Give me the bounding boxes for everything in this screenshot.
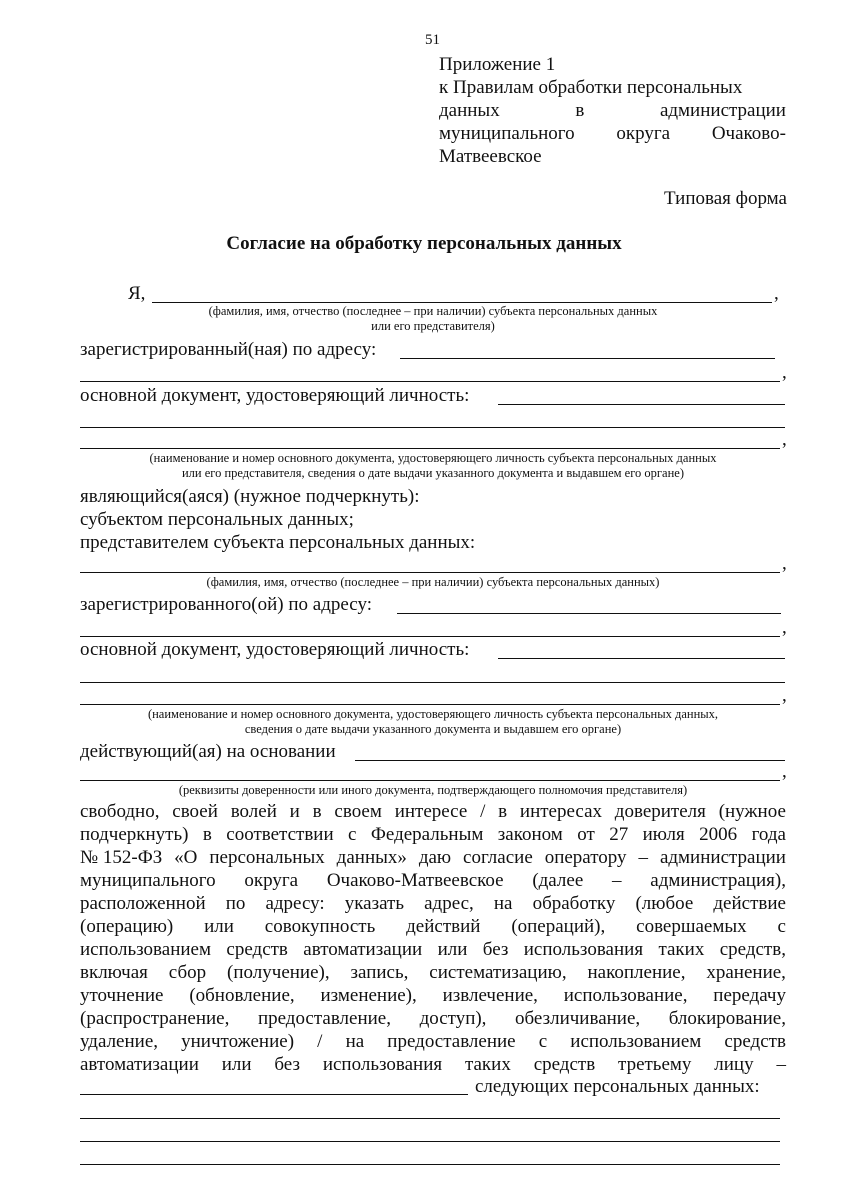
consent-word: передачу: [713, 985, 786, 1006]
consent-word: № 152-ФЗ: [80, 847, 163, 868]
consent-word: (далее: [532, 870, 584, 891]
consent-word: на: [345, 1031, 365, 1052]
consent-word: –: [776, 1054, 786, 1075]
consent-word: третьему: [618, 1054, 692, 1075]
consent-word: законом: [497, 824, 563, 845]
comma: ,: [774, 283, 779, 304]
comma: ,: [782, 362, 787, 383]
comma: ,: [782, 761, 787, 782]
consent-word: в: [202, 824, 212, 845]
document-field-2[interactable]: [80, 427, 785, 428]
consent-word: или: [204, 916, 234, 937]
personal-data-field-2[interactable]: [80, 1141, 780, 1142]
consent-word: /: [317, 1031, 323, 1052]
consent-word: накопление,: [587, 962, 686, 983]
consent-word: доступ),: [419, 1008, 487, 1029]
consent-word: Очаково-Матвеевское: [326, 870, 504, 891]
caption-line: или его представителя, сведения о дате выдачи указанного документа и выдавшем его органе): [181, 466, 684, 480]
option-representative[interactable]: представителем субъекта персональных данных:: [80, 532, 476, 553]
consent-word: действие: [713, 893, 786, 914]
rep-document-caption: [80, 707, 786, 737]
appendix-word: администрации: [659, 100, 786, 121]
consent-word: запись,: [350, 962, 409, 983]
consent-word: от: [577, 824, 595, 845]
registered-address-field[interactable]: [400, 358, 775, 359]
consent-word: автоматизации: [80, 1054, 199, 1075]
consent-word: администрация),: [650, 870, 786, 891]
consent-word: своей: [172, 801, 218, 822]
subject-caption: [80, 304, 786, 334]
consent-word: таких: [658, 939, 705, 960]
consent-word: на: [493, 893, 513, 914]
consent-word: использование,: [563, 985, 688, 1006]
consent-word: волей: [230, 801, 277, 822]
comma: ,: [782, 553, 787, 574]
comma: ,: [782, 685, 787, 706]
consent-word: без: [482, 939, 509, 960]
page-number: 51: [425, 32, 440, 48]
consent-line: [80, 869, 786, 892]
consent-word: (операций),: [511, 916, 606, 937]
consent-word: лицу: [714, 1054, 754, 1075]
rep-document-field-2[interactable]: [80, 682, 785, 683]
consent-word: систематизацию,: [429, 962, 567, 983]
comma: ,: [782, 429, 787, 450]
consent-word: включая: [80, 962, 148, 983]
form-type-label: Типовая форма: [664, 188, 787, 209]
consent-word: обработку: [532, 893, 616, 914]
consent-word: Федеральным: [370, 824, 484, 845]
consent-word: округа: [244, 870, 299, 891]
consent-line: [80, 938, 786, 961]
acting-label: действующий(ая) на основании: [80, 741, 336, 762]
consent-paragraph: [80, 800, 786, 1076]
consent-word: использованием: [570, 1031, 702, 1052]
consent-line: [80, 800, 786, 823]
comma: ,: [782, 617, 787, 638]
consent-word: (операцию): [80, 916, 174, 937]
caption-line: (реквизиты доверенности или иного документа, подтверждающего полномочия представителя): [178, 783, 688, 797]
consent-line: [80, 1053, 786, 1076]
consent-line: [80, 823, 786, 846]
appendix-line-4: Матвеевское: [439, 146, 542, 167]
consent-word: (получение),: [227, 962, 330, 983]
consent-word: адрес,: [424, 893, 474, 914]
being-label: являющийся(аяся) (нужное подчеркнуть):: [80, 486, 420, 507]
caption-line: (фамилия, имя, отчество (последнее – при наличии) субъекта персональных данных: [208, 304, 658, 318]
consent-word: или: [437, 939, 468, 960]
consent-word: средств,: [719, 939, 786, 960]
consent-word: совокупность: [264, 916, 376, 937]
consent-word: хранение,: [706, 962, 786, 983]
appendix-line-3: [439, 122, 786, 145]
consent-word: средств: [226, 939, 288, 960]
representative-name-field[interactable]: [80, 572, 780, 573]
consent-word: автоматизации: [303, 939, 423, 960]
consent-word: без: [274, 1054, 300, 1075]
appendix-line-2: [439, 99, 786, 122]
consent-word: действий: [406, 916, 481, 937]
consent-word: использованием: [80, 939, 212, 960]
appendix-line-1: к Правилам обработки персональных: [439, 77, 743, 98]
consent-word: –: [612, 870, 622, 891]
document-caption: [80, 451, 786, 481]
rep-document-field[interactable]: [498, 658, 785, 659]
caption-line: (наименование и номер основного документа, удостоверяющего личность субъекта персональных данных,: [147, 707, 719, 721]
rep-registered-address-field[interactable]: [397, 613, 781, 614]
consent-word: данных»: [336, 847, 407, 868]
consent-word: использования: [322, 1054, 443, 1075]
consent-word: персональных: [209, 847, 325, 868]
document-field-3[interactable]: [80, 448, 780, 449]
caption-line: или его представителя): [371, 319, 495, 333]
consent-word: муниципального: [80, 870, 216, 891]
acting-basis-field[interactable]: [355, 760, 785, 761]
consent-word: с: [538, 1031, 548, 1052]
consent-word: и: [289, 801, 300, 822]
rep-registered-address-field-2[interactable]: [80, 636, 780, 637]
consent-word: с: [348, 824, 357, 845]
consent-word: предоставление,: [257, 1008, 391, 1029]
rep-document-label: основной документ, удостоверяющий личность:: [80, 639, 470, 660]
appendix-word: округа: [616, 123, 671, 144]
acting-caption: [80, 783, 786, 798]
consent-line: [80, 846, 786, 869]
rep-document-field-3[interactable]: [80, 704, 780, 705]
consent-word: подчеркнуть): [80, 824, 189, 845]
appendix-word: Очаково-: [711, 123, 786, 144]
consent-word: блокирование,: [668, 1008, 786, 1029]
consent-word: уточнение: [80, 985, 164, 1006]
consent-line: [80, 1007, 786, 1030]
consent-word: адресу:: [265, 893, 325, 914]
consent-line: [80, 892, 786, 915]
consent-word: интересах: [519, 801, 602, 822]
personal-data-field-3[interactable]: [80, 1164, 780, 1165]
third-party-field[interactable]: [80, 1094, 468, 1095]
consent-word: «О: [174, 847, 198, 868]
caption-line: сведения о дате выдачи указанного документа и выдавшем его органе): [244, 722, 622, 736]
consent-word: с: [777, 916, 786, 937]
following-data-label: следующих персональных данных:: [475, 1076, 760, 1097]
appendix-word: в: [575, 100, 585, 121]
consent-word: (нужное: [718, 801, 786, 822]
consent-word: указать: [344, 893, 405, 914]
consent-word: таких: [464, 1054, 511, 1075]
consent-word: уничтожение): [181, 1031, 295, 1052]
consent-word: по: [225, 893, 246, 914]
consent-word: удаление,: [80, 1031, 159, 1052]
appendix-title: Приложение 1: [439, 54, 556, 75]
consent-word: обезличивание,: [515, 1008, 641, 1029]
appendix-word: данных: [439, 100, 500, 121]
consent-word: использования: [523, 939, 644, 960]
consent-line: [80, 961, 786, 984]
consent-word: сбор: [168, 962, 207, 983]
i-label: Я,: [128, 283, 146, 304]
registered-address-field-2[interactable]: [80, 381, 780, 382]
caption-line: (фамилия, имя, отчество (последнее – при наличии) субъекта персональных данных): [206, 575, 660, 589]
acting-basis-field-2[interactable]: [80, 780, 780, 781]
consent-word: июля: [642, 824, 685, 845]
consent-word: 2006: [699, 824, 738, 845]
personal-data-field-1[interactable]: [80, 1118, 780, 1119]
consent-line: [80, 915, 786, 938]
consent-word: 27: [609, 824, 629, 845]
consent-word: (любое: [635, 893, 694, 914]
consent-word: соответствии: [226, 824, 334, 845]
caption-line: (наименование и номер основного документа, удостоверяющего личность субъекта персональных данных: [149, 451, 717, 465]
document-field[interactable]: [498, 404, 785, 405]
consent-word: (распространение,: [80, 1008, 230, 1029]
rep-registered-label: зарегистрированного(ой) по адресу:: [80, 594, 372, 615]
consent-word: или: [221, 1054, 252, 1075]
consent-word: даю: [418, 847, 452, 868]
consent-word: своем: [334, 801, 382, 822]
consent-word: согласие: [463, 847, 533, 868]
document-label: основной документ, удостоверяющий личность:: [80, 385, 470, 406]
consent-word: свободно,: [80, 801, 160, 822]
consent-word: /: [480, 801, 486, 822]
document-title: Согласие на обработку персональных данных: [226, 233, 622, 254]
consent-word: предоставление: [387, 1031, 516, 1052]
consent-line: [80, 1030, 786, 1053]
option-subject[interactable]: субъектом персональных данных;: [80, 509, 354, 530]
subject-name-field[interactable]: [152, 302, 772, 303]
registered-label: зарегистрированный(ная) по адресу:: [80, 339, 377, 360]
consent-word: –: [638, 847, 648, 868]
consent-word: интересе: [394, 801, 468, 822]
consent-word: средств: [533, 1054, 596, 1075]
consent-word: администрации: [659, 847, 786, 868]
appendix-word: муниципального: [439, 123, 575, 144]
consent-word: оператору: [544, 847, 627, 868]
consent-word: в: [498, 801, 508, 822]
consent-word: года: [751, 824, 786, 845]
consent-word: (обновление,: [189, 985, 295, 1006]
consent-word: расположенной: [80, 893, 206, 914]
consent-word: изменение),: [320, 985, 417, 1006]
consent-word: доверителя: [614, 801, 706, 822]
consent-line: [80, 984, 786, 1007]
consent-word: совершаемых: [636, 916, 747, 937]
consent-word: извлечение,: [442, 985, 538, 1006]
representative-caption: [80, 575, 786, 590]
consent-word: в: [312, 801, 322, 822]
consent-word: средств: [724, 1031, 786, 1052]
